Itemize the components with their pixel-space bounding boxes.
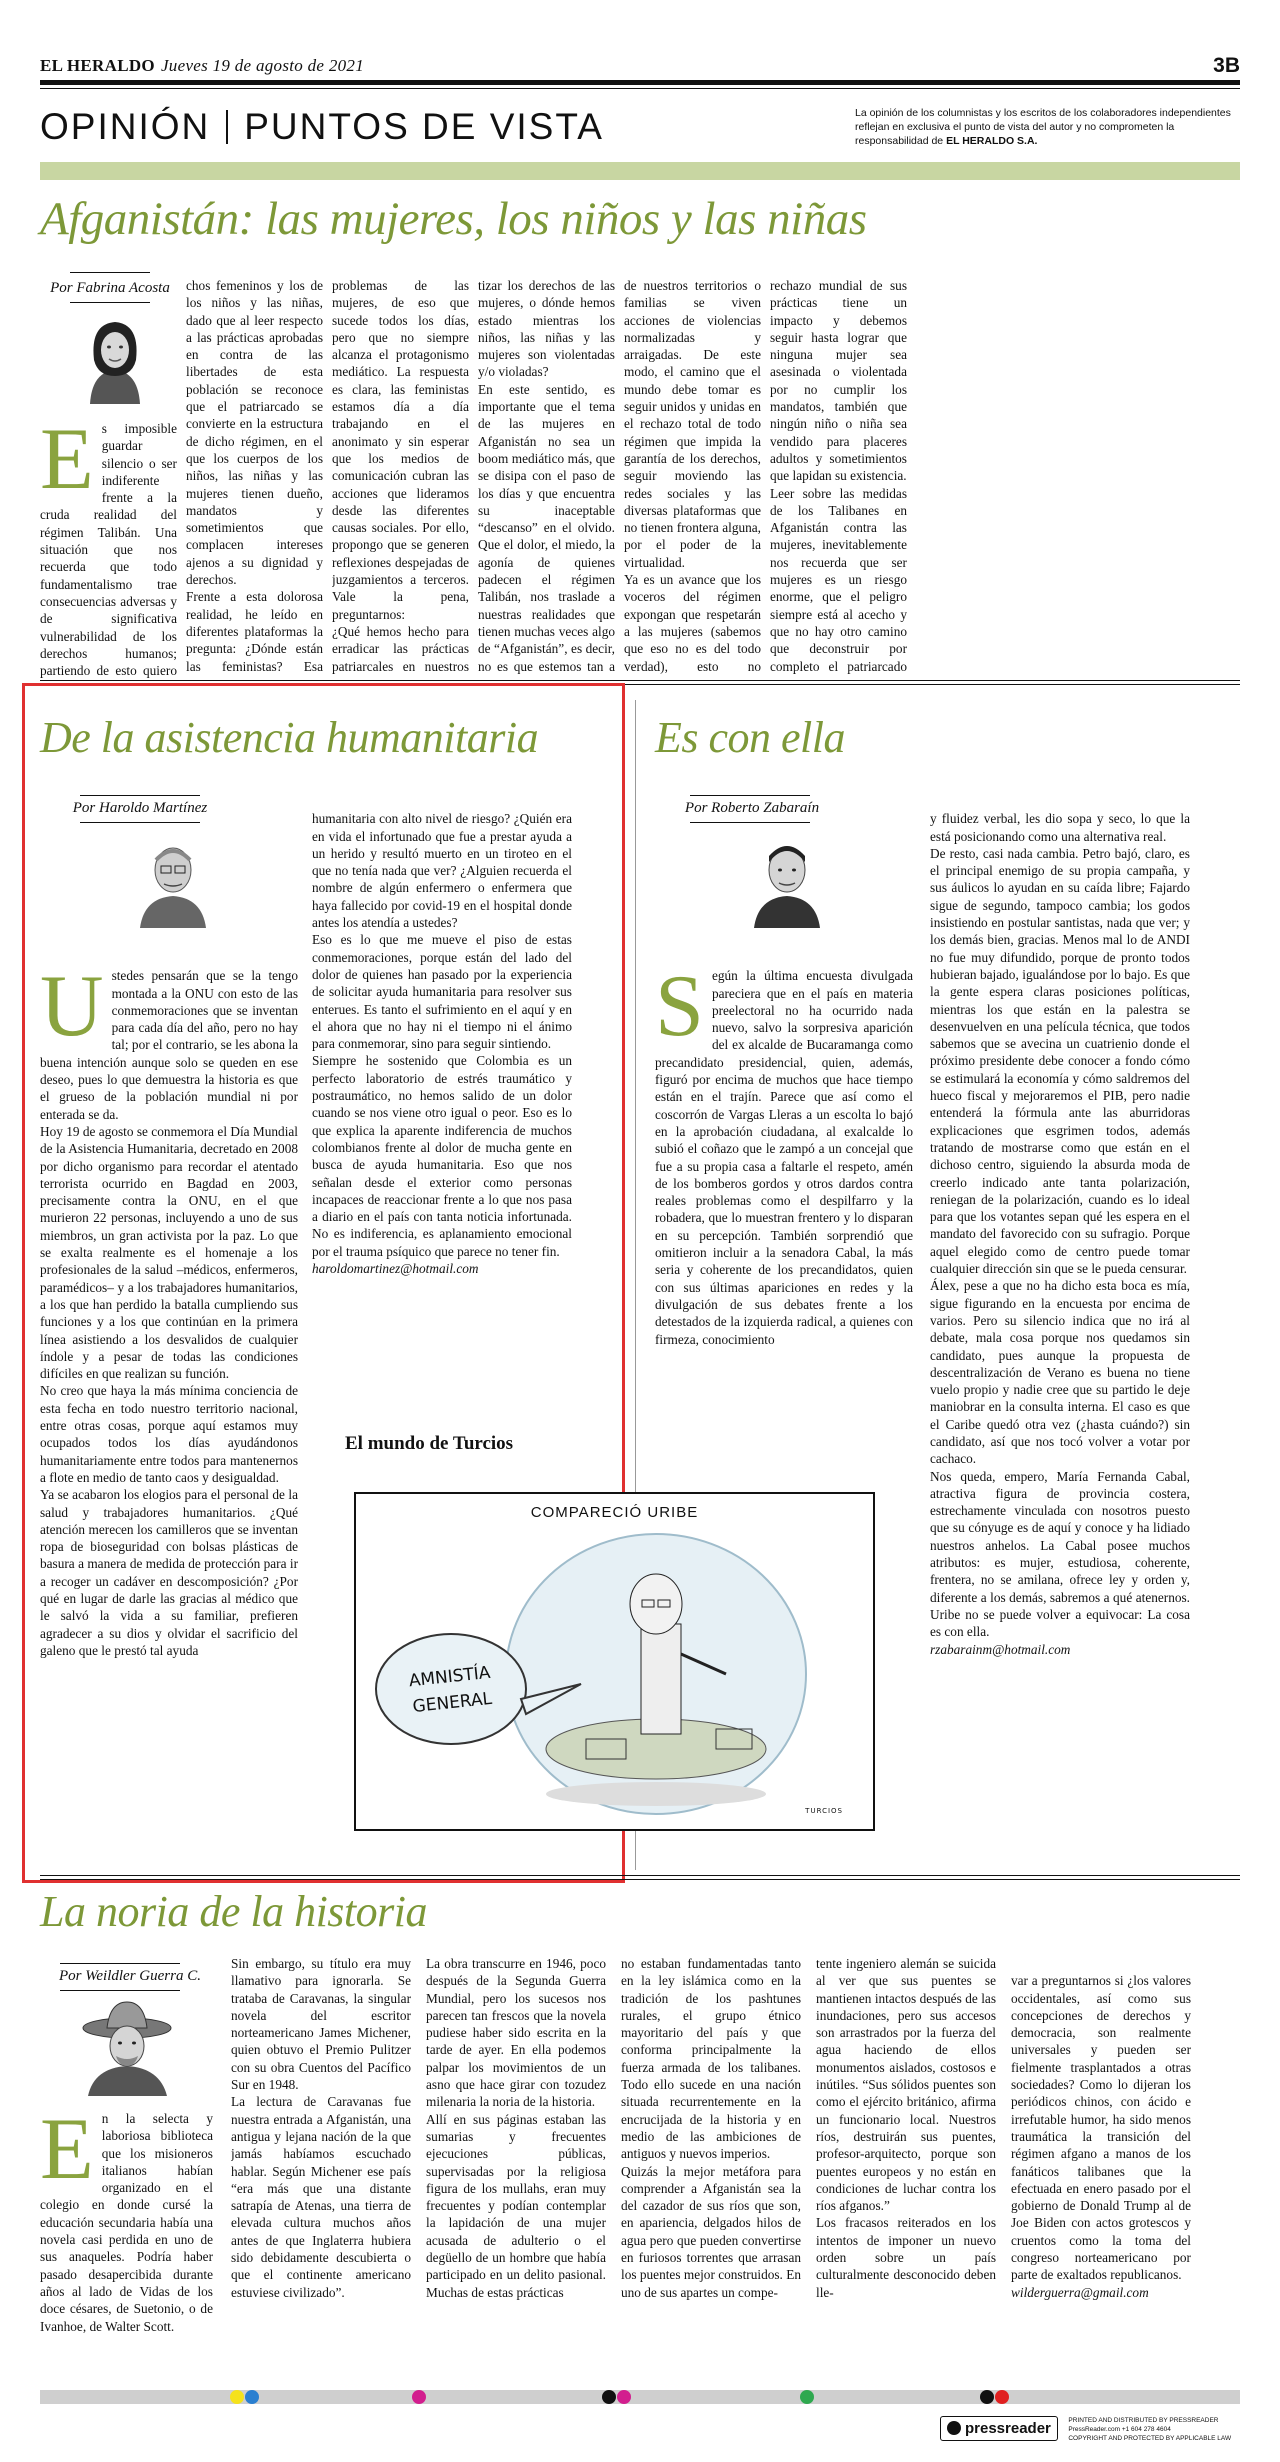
registration-dot — [230, 2390, 244, 2404]
dropcap: U — [40, 958, 104, 1056]
registration-dot — [800, 2390, 814, 2404]
cartoonist-signature: TURCIOS — [805, 1807, 843, 1815]
article4-col-2: Sin embargo, su título era muy llamativo para ignorarla. Se trataba de Caravanas, la singular novela del escritor norteamericano James Michener, quien obtuvo el Premio Pulitzer con su obra Cuentos del Pacífico Sur en 1948. La lectura de Caravanas fue nuestra entrada a Afganistán, una antigua y lejana nación de la que jamás habíamos escuchado hablar. Según Michener ese país “era más que una distante satrapía de Atenas, una tierra de elevada cultura muchos años antes de que Inglaterra hubiera sido debidamente descubierta o que el continente americano estuviese civilizado”. — [231, 1956, 411, 2300]
registration-dot — [995, 2390, 1009, 2404]
article3-title: Es con ella — [655, 713, 846, 762]
article2-email[interactable]: haroldomartinez@hotmail.com — [312, 1261, 479, 1277]
article1-col-2: chos femeninos y los de los niños y las niñas, dado que al leer respecto a las prácticas aprobadas en contra de las libertades de esta población se reconoce que el patriarcado se convierte en la estructura de dicho régimen, en el que los cuerpos de los niños, las niñas y las mujeres tienen dueño, mandatos y sometimientos que complacen intereses ajenos a su dignidad y derechos. Frente a esta dolorosa realidad, he leído en diferentes plataformas la pregunta: ¿Dónde están las feministas? Esa — [186, 278, 323, 674]
article1-title: Afganistán: las mujeres, los niños y las niñas — [40, 193, 867, 245]
newspaper-name: EL HERALDO — [40, 56, 155, 75]
pressreader-logo: pressreader — [940, 2416, 1058, 2441]
article4-col-6: var a preguntarnos si ¿los valores occidentales, así como sus concepciones de derechos y democracia, son realmente universales y pueden ser fielmente trasplantados a otras sociedades? Como lo dijeran los periódicos chinos, con ácido e irrefutable humor, ha sido menos traumática la transición del régimen afgano a manos de los fanáticos talibanes que la efectuada en enero pasado por el gobierno de Donald Trump al de Joe Biden con actos grotescos y cruentos como la toma del congreso norteamericano por parte de exaltados republicanos. wilderguerra@gmail.com — [1011, 1973, 1191, 2300]
article2-title: De la asistencia humanitaria — [40, 713, 539, 762]
section-divider — [226, 110, 228, 144]
article1-col-5: de nuestros territorios o familias se viven acciones de violencias normalizadas y arraigadas. De este modo, el camino que el mundo debe tomar es seguir unidos y unidas en el rechazo total de todo régimen que impida la garantía de los derechos, seguir moviendo las redes sociales y las diversas plataformas que no tienen frontera alguna, por el poder de la virtualidad. Ya es un avance que los voceros del régimen expongan que respetarán a las mujeres (sabemos que eso no es del todo verdad), esto no — [624, 278, 761, 674]
article4-byline: Por Weildler Guerra C. — [59, 1968, 201, 1984]
page-number: 3B — [1213, 54, 1240, 77]
author-portrait-guerra — [80, 1996, 175, 2096]
article1-col-3: problemas de las mujeres, de eso que sucede todos los días, pero que no siempre alcanza el protagonismo mediático. La respuesta es clara, las feministas estamos día a día trabajando en el anonimato y sin esperar que los medios de comunicación cubran las acciones que lideramos desde las diferentes causas sociales. Por ello, propongo que se generen reflexiones despejadas de juzgamientos a terceros. Vale la pena, preguntarnos: ¿Qué hemos hecho para erradicar las prácticas patriarcales en nuestros — [332, 278, 469, 674]
cartoon-section-title: El mundo de Turcios — [345, 1433, 514, 1454]
registration-dot — [980, 2390, 994, 2404]
masthead — [40, 56, 364, 76]
disclaimer: La opinión de los columnistas y los escritos de los colaboradores independientes reflejan en exclusiva el punto de vista del autor y no comprometen la responsabilidad de EL HERALDO S.A. — [855, 107, 1231, 147]
registration-dot — [245, 2390, 259, 2404]
article2-col-2: humanitaria con alto nivel de riesgo? ¿Quién era en vida el infortunado que fue a prestar ayuda a un herido y resultó muerto en un tiroteo en el que no tenía nada que ver? ¿Alguien recuerda el nombre de algún enfermero o enfermera que haya fallecido por covid-19 en el hospital donde antes los atendía a ustedes? Eso es lo que me mueve el piso de estas conmemoraciones, porque están del lado del dolor de quienes han pasado por la experiencia de solicitar ayuda humanitaria para resolver sus enterues. Es tanto el sufrimiento en el aquí y en el ahora que no hay ni el tiempo ni el ánimo para conmemorar, sino para seguir sintiendo. Siempre he sostenido que Colombia es un perfecto laboratorio de estrés traumático y postraumático, no hemos salido de un dolor cuando se nos viene otro igual o peor. Eso es lo que explica la aparente indiferencia de muchos colombianos frente al dolor de mucha gente en busca de ayuda humanitaria. Eso que nos señalan desde el exterior como personas incapaces de reaccionar frente a lo que nos pasa a diario en el país con tanta noticia infortunada. No es indiferencia, es aplanamiento emocional por el trauma psíquico que parece no tener fin. haroldomartinez@hotmail.com — [312, 811, 572, 1277]
section-header — [40, 106, 604, 148]
article2-byline: Por Haroldo Martínez — [72, 800, 208, 816]
article3-col-1: Según la última encuesta divulgada pareciera que en el país en materia preelectoral no ha ocurrido nada nuevo, salvo la sorpresiva aparición del ex alcalde de Bucaramanga como precandidato presidencial, quien, además, figuró por encima de muchos que hace tiempo están en el trajín. Parece que así como el coscorrón de Vargas Lleras a un escolta lo bajó en la aprobación ciudadana, al exalcalde lo subió el coñazo que le zampó a un concejal que fue a su propia casa a faltarle el respeto, amén de los bomberos gordos y otros dardos contra reales problemas como el despilfarro y la robadera, que lo muestran frentero y lo disparan en su percepción. También sorprendió que omitieron incluir a la senadora Cabal, la más seria y coherente de los precandidatos, quien con sus últimas apariciones en redes y la divulgación de sus debates frente a los detestados de la izquierda radical, a quienes con firmeza, conocimiento — [655, 958, 913, 1347]
registration-dot — [617, 2390, 631, 2404]
dropcap: E — [40, 2110, 94, 2198]
article4-title: La noria de la historia — [40, 1887, 427, 1936]
article4-col-4: no estaban fundamentadas tanto en la ley islámica como en la tradición de los pashtunes rurales, el grupo étnico mayoritario del país y que conforma principalmente la fuerza armada de los talibanes. Todo ello sucede en una nación situada recurrentemente en la encrucijada de la historia y en medio de las ambiciones de antiguos y nuevos imperios. Quizás la mejor metáfora para comprender a Afganistán sea la del cazador de sus ríos que son, en apariencia, delgados hilos de agua pero que pueden convertirse en furiosos torrentes que arrasan los puentes mejor construidos. En uno de sus apartes un compe- — [621, 1956, 801, 2300]
article1-byline: Por Fabrina Acosta — [50, 280, 170, 296]
author-portrait-martinez — [134, 828, 212, 928]
header-band — [40, 162, 1240, 180]
dropcap: S — [655, 958, 704, 1056]
header-rule-thin — [40, 88, 1240, 89]
pressreader-stamp: pressreader PRINTED AND DISTRIBUTED BY PRESSREADER PressReader.com +1 604 278 4604 COPYRIGHT AND PROTECTED BY APPLICABLE LAW — [940, 2416, 1240, 2452]
article3-byline: Por Roberto Zabaraín — [684, 800, 820, 816]
article4-col-3: La obra transcurre en 1946, poco después de la Segunda Guerra Mundial, pero los sucesos nos parecen tan frescos que la novela pudiese haber sido escrita en la tarde de ayer. En ella podemos palpar los movimientos de un asno que hace girar con tozudez milenaria la noria de la historia. Allí en sus páginas estaban las sumarias y frecuentes ejecuciones públicas, supervisadas por la religiosa figura de los mullahs, eran muy frecuentes y podían contemplar la lapidación de una mujer acusada de adulterio o el degüello de un hombre que había participado en un delito pasional. Muchas de estas prácticas — [426, 1956, 606, 2300]
article4-email[interactable]: wilderguerra@gmail.com — [1011, 2284, 1149, 2300]
author-portrait-zabarain — [748, 828, 826, 928]
cartoon-bubble: AMNISTÍA GENERAL — [407, 1662, 493, 1718]
header-rule — [40, 80, 1240, 85]
article1-col-6: rechazo mundial de sus prácticas tiene un impacto y debemos seguir hasta lograr que ninguna mujer sea asesinada o violentada por no cumplir los mandatos, también que ningún niño o niña sea vendido para placeres adultos y sometimientos que lapidan su existencia. Leer sobre las medidas de los Talibanes en Afganistán contra las mujeres, inevitablemente nos recuerda que ser mujeres es un riesgo enorme, que el peligro siempre está al acecho y que no hay otro camino que deconstruir por completo el patriarcado — [770, 278, 907, 674]
section-right: PUNTOS DE VISTA — [244, 106, 604, 147]
color-registration-bar — [40, 2390, 1240, 2404]
section-left: OPINIÓN — [40, 106, 211, 147]
author-portrait-acosta — [80, 312, 150, 404]
article3-email[interactable]: rzabarainm@hotmail.com — [930, 1641, 1071, 1657]
article4-col-5: tente ingeniero alemán se suicida al ver que sus puentes se mantienen intactos después de las inundaciones, pero sus accesos son arrastrados por la fuerza del agua haciendo de ellos monumentos aislados, costosos e inútiles. “Sus sólidos puentes son como el ejército británico, afirma un funcionario local. Nuestros ríos, destruirán sus puentes, profesor-arquitecto, porque son puentes europeos y no están en condiciones de luchar contra los ríos afganos.” Los fracasos reiterados en los intentos de imponer un nuevo orden sobre un país culturalmente desconocido deben lle- — [816, 1956, 996, 2300]
dropcap: E — [40, 420, 94, 508]
article3-col-2: y fluidez verbal, les dio sopa y seco, lo que la está posicionando como una alternativa real. De resto, casi nada cambia. Petro bajó, claro, es el principal enemigo de su propia campaña, y sus áulicos lo ayudan en su caída libre; Fajardo sigue de segundo, tampoco cambia; los godos insistiendo en postular santistas, nada que ver; y los demás bien, gracias. Menos mal lo de ANDI no fue muy difundido, porque de pronto todos hubieran bajado, igualándose por lo bajo. Es que la gente espera claras posiciones políticas, mientras los que están en la palestra se desenvuelven en una película técnica, que todos sabemos que se avecina un cuatrienio donde el próximo presidente debe conocer a fondo cómo se estimulará la economía y cómo saldremos del hueco fiscal y mejoraremos el PIB, pero nadie entenderá la fórmula ante las aburridoras explicaciones que esgrimen todos, además tratando de mostrarse como que están en el dichoso centro, siguiendo la absurda moda de creerlo indicado ante tanta polarización, reniegan de la polarización, cuando es lo ideal para que los votantes sepan qué les espera en el mandato del favorecido con su sufragio. Porque aquel elegido como de centro puede tomar cualquier dirección sin que se le pueda censurar. Álex, pese a que no ha dicho esta boca es mía, sigue figurando en la encuesta por encima de varios. Pero su silencio indica que no irá al debate, mala cosa porque nos quedamos sin candidato, pues aunque la propuesta de descentralización de Verano es buena no tiene vuelo propio y nadie cree que su partido le deje maniobrar en la consulta interna. El caso es que el Caribe quedó otra vez (¿hasta cuándo?) sin candidato, así que nos tocó volver a votar por cachaco. Nos queda, empero, María Fernanda Cabal, atractiva figura de provincia costera, estrechamente vinculada con nosotros puesto que su cónyuge es de aquí y conoce y ha lidiado nuestros anhelos. La Cabal posee muchos atributos: es mujer, estudiosa, coherente, frentera, no se amilana, ofrece ley y orden y, diferente a los demás, sabremos a qué atenernos. Uribe no se puede volver a equivocar: La cosa es con ella. rzabarainm@hotmail.com — [930, 811, 1190, 1657]
article1-col-1: Es imposible guardar silencio o ser indiferente frente a la cruda realidad del régimen Talibán. Una situación que nos recuerda que todo fundamentalismo trae consecuencias adversas y de significativa vulnerabilidad de los derechos humanos; partiendo de esto quiero — [40, 420, 177, 678]
pressreader-icon — [947, 2421, 961, 2435]
issue-date: Jueves 19 de agosto de 2021 — [160, 56, 365, 75]
cartoon-caption: COMPARECIÓ URIBE — [530, 1504, 699, 1521]
registration-dot — [412, 2390, 426, 2404]
article4-col-1: En la selecta y laboriosa biblioteca que los misioneros italianos habían organizado en el colegio en donde cursé la educación secundaria había una novela casi perdida en uno de sus anaqueles. Podría haber pasado desapercibida durante años al lado de Vidas de los doce césares, de Suetonio, o de Ivanhoe, de Walter Scott. — [40, 2110, 213, 2334]
article1-col-4: tizar los derechos de las mujeres, o dónde hemos estado mientras los niños, las niñas y las mujeres son violentadas y/o violadas? En este sentido, es importante que el tema de las mujeres en Afganistán no sea un boom mediático más, que se disipa con el paso de los días y que encuentra su inaceptable “descanso” en el olvido. Que el dolor, el miedo, la agonía de quienes padecen el régimen Talibán, nos traslade a nuestras realidades que tienen muchas veces algo de “Afganistán”, es decir, no es que estemos tan a — [478, 278, 615, 674]
article2-col-1: Ustedes pensarán que se la tengo montada a la ONU con esto de las conmemoraciones que se inventan para cada día del año, pero no hay tal; por el contrario, se les abona la buena intención aunque solo se queden en ese deseo, pues lo que demuestra la historia es que el grueso de la población mundial ni por enterada se da. Hoy 19 de agosto se conmemora el Día Mundial de la Asistencia Humanitaria, decretado en 2008 por dicho organismo para recordar el atentado terrorista ocurrido en Bagdad en 2003, precisamente contra la ONU, en el que murieron 22 personas, incluyendo a uno de sus miembros, un gran activista por la paz. Lo que se exalta realmente es el homenaje a los profesionales de la salud –médicos, enfermeros, paramédicos– y a los trabajadores humanitarios, a los que han perdido la batalla cumpliendo sus funciones y a los que continúan en la primera línea asistiendo a los desvalidos de cualquier índole y a pesar de todas las condiciones difíciles en que realizan su función. No creo que haya la más mínima conciencia de esta fecha en todo nuestro territorio nacional, entre otras cosas, porque aquí estamos muy ocupados todos los días ayudándonos humanitariamente entre todos para mantenernos a flote en medio de tanto caos y desigualdad. Ya se acabaron los elogios para el personal de la salud y trabajadores humanitarios. ¿Qué atención merecen los camilleros que se inventan ropa de bioseguridad con bolsas plásticas de basura a manera de medida de protección para ir a recoger un cadáver en descomposición? ¿Por qué en lugar de darle las gracias al médico que le salvó la vida a su familiar, prefieren agradecer a su dios y olvidar el sacrificio del galeno que le prestó tal ayuda — [40, 958, 298, 1658]
